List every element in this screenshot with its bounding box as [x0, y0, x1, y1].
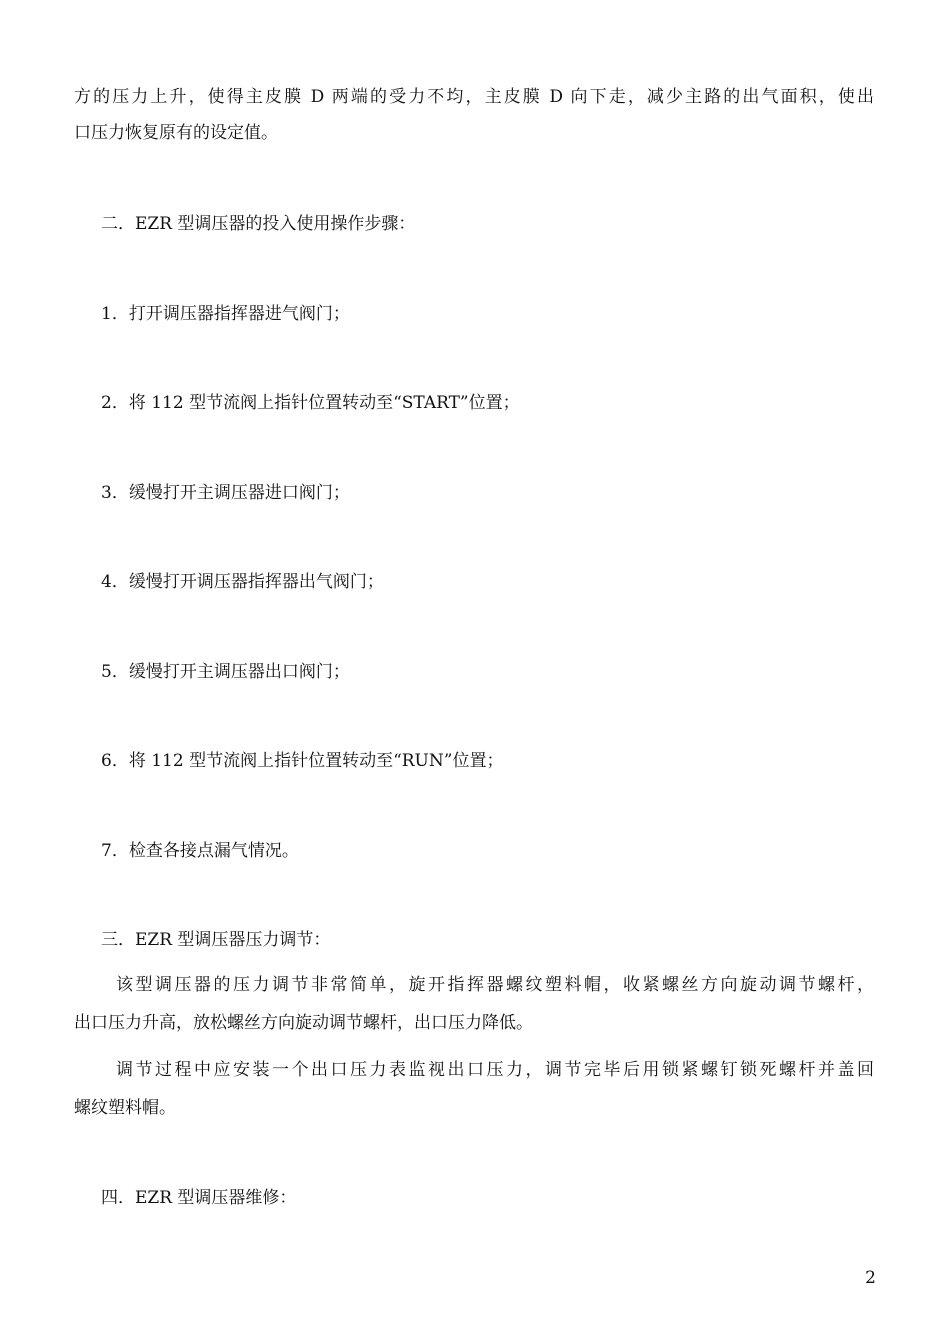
section-heading: 二．EZR 型调压器的投入使用操作步骤： [101, 214, 416, 234]
list-item: 1．打开调压器指挥器进气阀门； [101, 304, 350, 324]
list-item: 3．缓慢打开主调压器进口阀门； [101, 483, 350, 503]
list-item: 5．缓慢打开主调压器出口阀门； [101, 662, 350, 682]
list-item: 4．缓慢打开调压器指挥器出气阀门； [101, 572, 384, 592]
paragraph-line: 方的压力上升，使得主皮膜 D 两端的受力不均，主皮膜 D 向下走，减少主路的出气面积，使出 [74, 87, 874, 107]
paragraph-line: 出口压力升高，放松螺丝方向旋动调节螺杆，出口压力降低。 [74, 1013, 533, 1033]
paragraph-line: 口压力恢复原有的设定值。 [74, 123, 278, 143]
list-item: 7．检查各接点漏气情况。 [101, 841, 299, 861]
paragraph-line: 螺纹塑料帽。 [74, 1098, 176, 1118]
paragraph-line: 该型调压器的压力调节非常简单，旋开指挥器螺纹塑料帽，收紧螺丝方向旋动调节螺杆， [116, 975, 874, 995]
list-item: 6．将 112 型节流阀上指针位置转动至“RUN”位置； [101, 751, 504, 771]
paragraph-line: 调节过程中应安装一个出口压力表监视出口压力，调节完毕后用锁紧螺钉锁死螺杆并盖回 [116, 1060, 874, 1080]
section-heading: 四．EZR 型调压器维修： [101, 1188, 297, 1208]
page-number: 2 [865, 1268, 876, 1288]
section-heading: 三．EZR 型调压器压力调节： [101, 930, 331, 950]
list-item: 2．将 112 型节流阀上指针位置转动至“START”位置； [101, 393, 520, 413]
